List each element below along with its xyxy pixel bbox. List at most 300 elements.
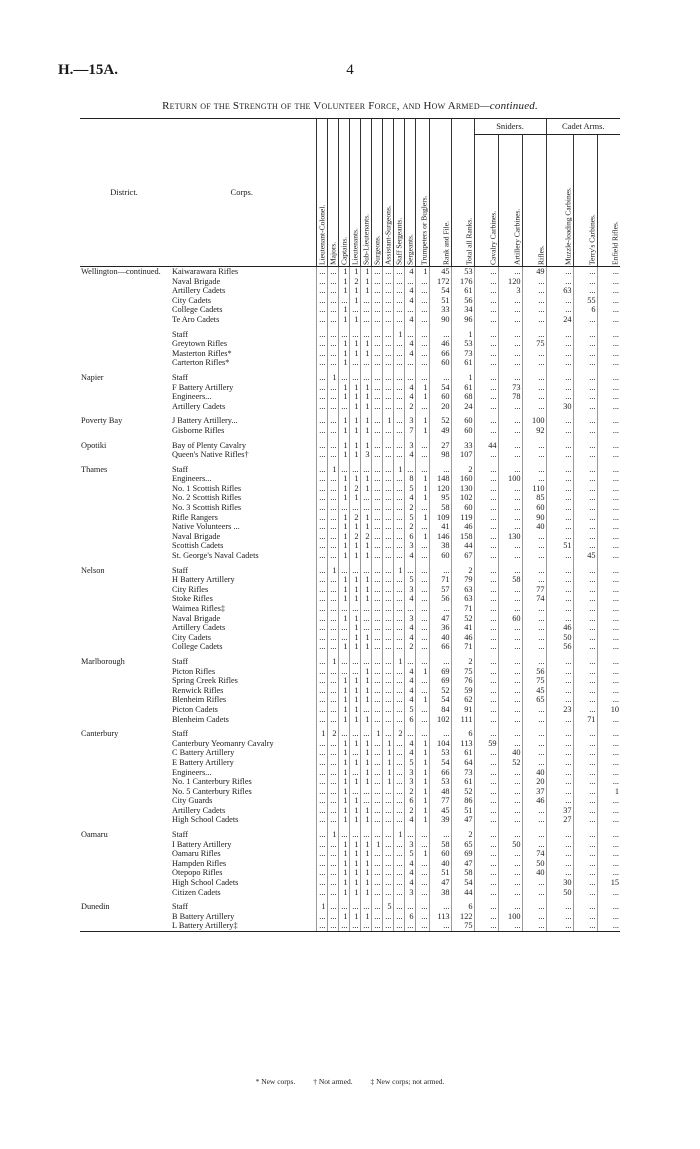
value-cell: ... (393, 450, 404, 460)
value-cell: ... (597, 503, 620, 513)
value-cell: ... (597, 806, 620, 816)
value-cell: ... (327, 715, 338, 725)
value-cell: 1 (349, 551, 360, 561)
value-cell: ... (327, 286, 338, 296)
value-cell: 2 (393, 729, 404, 739)
value-cell: 1 (338, 815, 349, 825)
value-cell: ... (573, 402, 597, 412)
table-row (80, 614, 620, 624)
value-cell: ... (546, 474, 573, 484)
district-cell (80, 484, 168, 494)
value-cell: 58 (429, 503, 451, 513)
value-cell: ... (597, 465, 620, 475)
value-cell: ... (474, 686, 498, 696)
corps-cell: Staff (172, 372, 188, 382)
value-cell: ... (316, 705, 327, 715)
corps-cell: No. 1 Scottish Rifles (172, 483, 242, 493)
table-row (80, 806, 620, 816)
value-cell: ... (371, 522, 382, 532)
value-cell: 52 (429, 416, 451, 426)
value-cell: ... (349, 902, 360, 912)
table-row (80, 484, 620, 494)
value-cell: ... (327, 441, 338, 451)
value-cell: 24 (451, 402, 474, 412)
value-cell: ... (371, 715, 382, 725)
value-cell: ... (327, 426, 338, 436)
value-cell: ... (316, 532, 327, 542)
value-cell: ... (573, 676, 597, 686)
value-cell: ... (474, 532, 498, 542)
value-cell: 1 (415, 267, 429, 277)
value-cell: ... (522, 305, 546, 315)
value-cell: ... (360, 358, 371, 368)
value-cell: ... (597, 594, 620, 604)
value-cell: 1 (360, 551, 371, 561)
value-cell: 1 (349, 623, 360, 633)
value-cell: ... (429, 604, 451, 614)
value-cell: ... (382, 566, 393, 576)
value-cell: ... (415, 503, 429, 513)
column-header: Total all Ranks. (451, 119, 474, 267)
table-row (80, 830, 620, 840)
value-cell: 1 (338, 849, 349, 859)
value-cell: ... (415, 888, 429, 898)
value-cell: ... (522, 739, 546, 749)
value-cell: 69 (429, 676, 451, 686)
value-cell: ... (597, 604, 620, 614)
value-cell: ... (474, 705, 498, 715)
value-cell: ... (546, 575, 573, 585)
value-cell: ... (546, 614, 573, 624)
value-cell: 113 (451, 739, 474, 749)
value-cell: ... (498, 465, 522, 475)
value-cell: 1 (338, 859, 349, 869)
value-cell: ... (546, 830, 573, 840)
value-cell: 77 (522, 585, 546, 595)
district-cell (80, 878, 168, 888)
value-cell: 1 (338, 748, 349, 758)
district-cell (80, 806, 168, 816)
value-cell: 160 (451, 474, 474, 484)
table-row (80, 796, 620, 806)
corps-cell: Staff (172, 729, 188, 739)
value-cell: ... (404, 465, 415, 475)
value-cell: ... (393, 705, 404, 715)
value-cell: 2 (349, 513, 360, 523)
value-cell: ... (393, 815, 404, 825)
value-cell: ... (415, 633, 429, 643)
value-cell: ... (327, 676, 338, 686)
value-cell: ... (597, 402, 620, 412)
value-cell: ... (316, 758, 327, 768)
value-cell: ... (382, 729, 393, 739)
value-cell: ... (371, 383, 382, 393)
column-header: Trumpeters or Buglers. (415, 119, 429, 267)
value-cell: ... (415, 349, 429, 359)
value-cell: 5 (404, 575, 415, 585)
value-cell: ... (371, 739, 382, 749)
value-cell: ... (415, 715, 429, 725)
value-cell: ... (349, 768, 360, 778)
table-title (0, 100, 700, 112)
value-cell: ... (498, 888, 522, 898)
value-cell: ... (597, 748, 620, 758)
value-cell: ... (474, 392, 498, 402)
value-cell: 1 (349, 585, 360, 595)
value-cell: 53 (429, 777, 451, 787)
column-header: Sub-Lieutenants. (360, 119, 371, 267)
column-header: Cavalry Carbines. (474, 135, 498, 267)
value-cell: ... (371, 614, 382, 624)
value-cell: ... (393, 739, 404, 749)
corps-cell: Scottish Cadets (172, 541, 224, 551)
district-cell (80, 604, 168, 614)
value-cell: 107 (451, 450, 474, 460)
value-cell: ... (371, 402, 382, 412)
value-cell: 4 (404, 315, 415, 325)
value-cell: ... (597, 888, 620, 898)
district-cell (80, 695, 168, 705)
value-cell: ... (573, 585, 597, 595)
district-cell (80, 787, 168, 797)
value-cell: 1 (415, 513, 429, 523)
column-header: Sergeants. (404, 119, 415, 267)
value-cell: ... (474, 503, 498, 513)
value-cell: ... (316, 513, 327, 523)
value-cell: ... (498, 541, 522, 551)
value-cell: ... (393, 840, 404, 850)
value-cell: ... (597, 657, 620, 667)
value-cell: 86 (451, 796, 474, 806)
table-row (80, 358, 620, 368)
value-cell: ... (429, 465, 451, 475)
value-cell: ... (393, 868, 404, 878)
value-cell: 102 (429, 715, 451, 725)
value-cell: ... (371, 484, 382, 494)
value-cell: ... (573, 604, 597, 614)
value-cell: ... (327, 796, 338, 806)
value-cell: ... (597, 296, 620, 306)
value-cell: ... (546, 566, 573, 576)
value-cell: ... (415, 642, 429, 652)
value-cell: ... (404, 373, 415, 383)
value-cell: ... (327, 551, 338, 561)
value-cell: ... (573, 349, 597, 359)
value-cell: 1 (338, 484, 349, 494)
value-cell: ... (573, 513, 597, 523)
value-cell: ... (522, 921, 546, 931)
value-cell: ... (573, 729, 597, 739)
value-cell: ... (393, 796, 404, 806)
value-cell: ... (349, 330, 360, 340)
value-cell: 3 (360, 450, 371, 460)
value-cell: 4 (404, 286, 415, 296)
value-cell: ... (546, 585, 573, 595)
value-cell: 1 (349, 402, 360, 412)
value-cell: ... (546, 532, 573, 542)
value-cell: 38 (429, 888, 451, 898)
value-cell: ... (327, 305, 338, 315)
value-cell: ... (404, 657, 415, 667)
corps-cell: Queen's Native Rifles† (172, 450, 249, 460)
value-cell: ... (597, 358, 620, 368)
footnote-new-not-armed: ‡ New corps; not armed. (370, 1077, 445, 1086)
value-cell: ... (371, 657, 382, 667)
value-cell: ... (474, 796, 498, 806)
value-cell: 56 (451, 296, 474, 306)
value-cell: ... (522, 330, 546, 340)
value-cell: ... (338, 402, 349, 412)
value-cell: ... (338, 330, 349, 340)
district-cell (80, 585, 168, 595)
value-cell: ... (393, 349, 404, 359)
value-cell: ... (316, 796, 327, 806)
value-cell: ... (371, 768, 382, 778)
corps-cell: Carterton Rifles* (172, 358, 230, 368)
value-cell: 4 (404, 739, 415, 749)
value-cell: 61 (451, 777, 474, 787)
value-cell: ... (404, 729, 415, 739)
value-cell: 1 (316, 902, 327, 912)
table-row (80, 594, 620, 604)
value-cell: ... (382, 426, 393, 436)
value-cell: ... (327, 330, 338, 340)
corps-cell: Staff (172, 902, 188, 912)
value-cell: ... (393, 695, 404, 705)
district-cell: Wellington—continued. (81, 267, 161, 276)
value-cell: 50 (498, 840, 522, 850)
value-cell: ... (573, 465, 597, 475)
value-cell: ... (371, 441, 382, 451)
value-cell: ... (546, 902, 573, 912)
value-cell: ... (393, 426, 404, 436)
value-cell: ... (474, 667, 498, 677)
value-cell: ... (349, 830, 360, 840)
value-cell: 53 (429, 748, 451, 758)
value-cell: ... (393, 277, 404, 287)
value-cell: ... (498, 806, 522, 816)
value-cell: 54 (429, 383, 451, 393)
corps-cell: St. George's Naval Cadets (172, 551, 259, 561)
table-row (80, 339, 620, 349)
value-cell: 1 (349, 349, 360, 359)
value-cell: ... (474, 868, 498, 878)
district-cell (80, 623, 168, 633)
value-cell: 44 (474, 441, 498, 451)
value-cell: 176 (451, 277, 474, 287)
value-cell: ... (360, 503, 371, 513)
value-cell: ... (349, 921, 360, 931)
value-cell: 52 (451, 614, 474, 624)
table-row (80, 267, 620, 277)
value-cell: ... (597, 383, 620, 393)
district-cell (80, 541, 168, 551)
value-cell: ... (573, 768, 597, 778)
value-cell: ... (474, 522, 498, 532)
corps-cell: College Cadets (172, 305, 223, 315)
value-cell: 1 (349, 840, 360, 850)
district-cell (80, 305, 168, 315)
value-cell: 1 (360, 392, 371, 402)
value-cell: 1 (338, 878, 349, 888)
cadet-arms-group-header: Cadet Arms. (546, 119, 620, 135)
district-cell (80, 315, 168, 325)
value-cell: 1 (349, 796, 360, 806)
corps-cell: Otepopo Rifles (172, 868, 223, 878)
district-cell (80, 815, 168, 825)
value-cell: ... (338, 465, 349, 475)
value-cell: 8 (404, 474, 415, 484)
value-cell: ... (316, 286, 327, 296)
value-cell: ... (474, 402, 498, 412)
value-cell: ... (498, 729, 522, 739)
value-cell: ... (382, 349, 393, 359)
value-cell: ... (371, 541, 382, 551)
value-cell: ... (474, 806, 498, 816)
value-cell: 6 (451, 729, 474, 739)
table-row (80, 729, 620, 739)
value-cell: ... (474, 859, 498, 869)
value-cell: ... (382, 585, 393, 595)
district-cell (80, 888, 168, 898)
value-cell: 55 (573, 296, 597, 306)
table-row (80, 441, 620, 451)
value-cell: ... (316, 450, 327, 460)
value-cell: ... (546, 715, 573, 725)
district-cell (80, 758, 168, 768)
value-cell: ... (393, 532, 404, 542)
value-cell: ... (382, 383, 393, 393)
value-cell: 1 (360, 878, 371, 888)
value-cell: 65 (522, 695, 546, 705)
table-row (80, 667, 620, 677)
value-cell: ... (316, 441, 327, 451)
value-cell: ... (382, 522, 393, 532)
value-cell: ... (393, 642, 404, 652)
value-cell: ... (498, 623, 522, 633)
value-cell: ... (573, 642, 597, 652)
value-cell: ... (382, 787, 393, 797)
value-cell: ... (498, 402, 522, 412)
value-cell: ... (498, 787, 522, 797)
value-cell: ... (573, 383, 597, 393)
value-cell: ... (382, 868, 393, 878)
value-cell: 54 (429, 758, 451, 768)
value-cell: ... (573, 373, 597, 383)
value-cell: ... (316, 484, 327, 494)
value-cell: ... (573, 339, 597, 349)
district-cell (80, 705, 168, 715)
value-cell: 1 (338, 806, 349, 816)
value-cell: ... (316, 888, 327, 898)
value-cell: ... (546, 594, 573, 604)
table-row (80, 296, 620, 306)
table-row (80, 902, 620, 912)
value-cell: 69 (451, 849, 474, 859)
value-cell: ... (393, 416, 404, 426)
value-cell: ... (498, 859, 522, 869)
value-cell: 51 (429, 296, 451, 306)
value-cell: ... (316, 383, 327, 393)
district-cell: Marlborough (81, 656, 125, 666)
value-cell: 64 (451, 758, 474, 768)
value-cell: 122 (451, 912, 474, 922)
value-cell: 34 (451, 305, 474, 315)
value-cell: 104 (429, 739, 451, 749)
value-cell: ... (597, 426, 620, 436)
column-header: Terry's Carbines. (573, 135, 597, 267)
value-cell: ... (316, 426, 327, 436)
value-cell: 2 (451, 657, 474, 667)
value-cell: ... (415, 686, 429, 696)
value-cell: 37 (522, 787, 546, 797)
value-cell: 1 (327, 657, 338, 667)
value-cell: ... (393, 522, 404, 532)
value-cell: ... (546, 859, 573, 869)
table-row (80, 748, 620, 758)
value-cell: ... (498, 594, 522, 604)
value-cell: 1 (338, 416, 349, 426)
value-cell: ... (597, 566, 620, 576)
corps-cell: City Cadets (172, 295, 211, 305)
value-cell: ... (474, 878, 498, 888)
value-cell: ... (474, 426, 498, 436)
value-cell: ... (382, 806, 393, 816)
value-cell: 1 (393, 330, 404, 340)
value-cell: ... (573, 286, 597, 296)
value-cell: ... (404, 277, 415, 287)
value-cell: 71 (451, 604, 474, 614)
value-cell: 75 (451, 921, 474, 931)
value-cell: 49 (522, 267, 546, 277)
value-cell: 1 (349, 633, 360, 643)
value-cell: ... (474, 676, 498, 686)
value-cell: ... (474, 902, 498, 912)
value-cell: ... (404, 830, 415, 840)
district-cell (80, 859, 168, 869)
value-cell: ... (474, 383, 498, 393)
district-cell: Napier (81, 372, 104, 382)
value-cell: 68 (451, 392, 474, 402)
value-cell: ... (474, 815, 498, 825)
table-row (80, 657, 620, 667)
table-row (80, 758, 620, 768)
value-cell: ... (393, 373, 404, 383)
value-cell: 1 (415, 474, 429, 484)
value-cell: ... (327, 402, 338, 412)
value-cell: 4 (404, 450, 415, 460)
value-cell: 3 (404, 777, 415, 787)
value-cell: ... (327, 493, 338, 503)
value-cell: 130 (498, 532, 522, 542)
value-cell: ... (349, 566, 360, 576)
value-cell: ... (327, 575, 338, 585)
value-cell: 5 (404, 705, 415, 715)
value-cell: 7 (404, 426, 415, 436)
value-cell: ... (573, 315, 597, 325)
value-cell: ... (316, 566, 327, 576)
value-cell: ... (498, 676, 522, 686)
value-cell: ... (474, 493, 498, 503)
value-cell: ... (498, 878, 522, 888)
value-cell: ... (382, 402, 393, 412)
value-cell: ... (522, 623, 546, 633)
value-cell: ... (573, 859, 597, 869)
value-cell: ... (382, 267, 393, 277)
value-cell: ... (371, 358, 382, 368)
value-cell: ... (522, 830, 546, 840)
value-cell: ... (371, 815, 382, 825)
